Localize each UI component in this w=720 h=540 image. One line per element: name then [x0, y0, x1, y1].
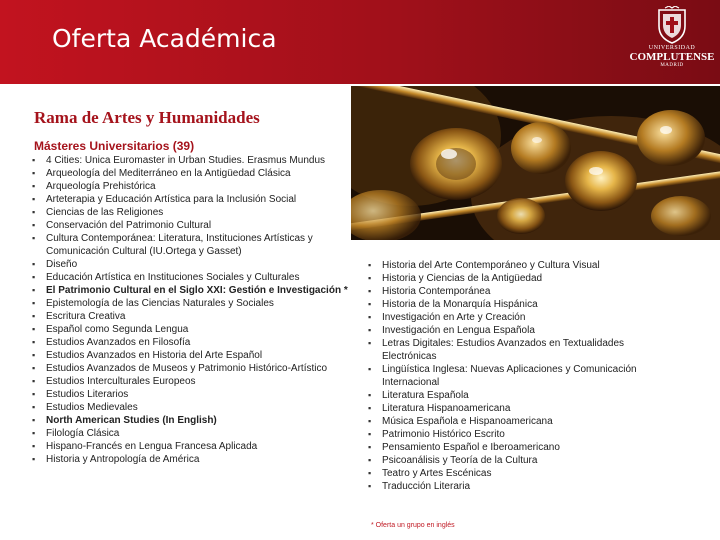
list-item: ▪ Patrimonio Histórico Escrito [366, 428, 666, 441]
logo-line-complutense: COMPLUTENSE [629, 51, 715, 63]
list-item: ▪ El Patrimonio Cultural en el Siglo XXI: Gestión e Investigación * [30, 284, 348, 297]
logo-line-madrid: MADRID [660, 63, 684, 68]
list-item: ▪ Historia Contemporánea [366, 285, 666, 298]
list-item: ▪ Conservación del Patrimonio Cultural [30, 219, 348, 232]
list-item: ▪ Arqueología Prehistórica [30, 180, 348, 193]
list-item: ▪ Investigación en Lengua Española [366, 324, 666, 337]
list-item: ▪ Literatura Española [366, 389, 666, 402]
section-title: Rama de Artes y Humanidades [34, 108, 260, 127]
page-title: Oferta Académica [52, 24, 277, 53]
list-item: ▪ Historia y Antropología de América [30, 453, 348, 466]
list-item: ▪ Historia y Ciencias de la Antigüedad [366, 272, 666, 285]
list-item: ▪ Estudios Literarios [30, 388, 348, 401]
list-item: ▪ Español como Segunda Lengua [30, 323, 348, 336]
list-item: ▪ Música Española e Hispanoamericana [366, 415, 666, 428]
list-item: ▪ Psicoanálisis y Teoría de la Cultura [366, 454, 666, 467]
saxophone-photo [351, 86, 720, 240]
list-item: ▪ Arteterapia y Educación Artística para la Inclusión Social [30, 193, 348, 206]
list-item: ▪ Teatro y Artes Escénicas [366, 467, 666, 480]
list-item: ▪ Ciencias de las Religiones [30, 206, 348, 219]
list-item: ▪ Lingüística Inglesa: Nuevas Aplicaciones y Comunicación Internacional [366, 363, 666, 389]
list-item: ▪ Cultura Contemporánea: Literatura, Instituciones Artísticas y Comunicación Cultural (IU.Ortega y Gasset) [30, 232, 348, 258]
masters-subtitle: Másteres Universitarios (39) [34, 139, 195, 153]
list-item: ▪ Traducción Literaria [366, 480, 666, 493]
list-item: ▪ Pensamiento Español e Iberoamericano [366, 441, 666, 454]
footnote: * Oferta un grupo en inglés [371, 522, 455, 529]
list-item: ▪ Epistemología de las Ciencias Naturales y Sociales [30, 297, 348, 310]
header-bar [0, 0, 720, 84]
crest-icon [655, 6, 689, 44]
list-item: ▪ Educación Artística en Instituciones Sociales y Culturales [30, 271, 348, 284]
list-item: ▪ Literatura Hispanoamericana [366, 402, 666, 415]
list-item: ▪ Diseño [30, 258, 348, 271]
university-logo [626, 6, 718, 82]
logo-line-universidad: UNIVERSIDAD [648, 45, 696, 51]
list-item: ▪ Historia del Arte Contemporáneo y Cultura Visual [366, 259, 666, 272]
list-item: ▪ Hispano-Francés en Lengua Francesa Aplicada [30, 440, 348, 453]
list-item: ▪ Estudios Avanzados en Historia del Arte Español [30, 349, 348, 362]
list-item: ▪ Escritura Creativa [30, 310, 348, 323]
list-item: ▪ 4 Cities: Unica Euromaster in Urban Studies. Erasmus Mundus [30, 154, 348, 167]
list-item: ▪ Estudios Interculturales Europeos [30, 375, 348, 388]
list-item: ▪ Estudios Avanzados de Museos y Patrimonio Histórico-Artístico [30, 362, 348, 375]
list-item: ▪ Filología Clásica [30, 427, 348, 440]
list-item: ▪ Investigación en Arte y Creación [366, 311, 666, 324]
list-item: ▪ North American Studies (In English) [30, 414, 348, 427]
list-item: ▪ Arqueología del Mediterráneo en la Antigüedad Clásica [30, 167, 348, 180]
list-item: ▪ Letras Digitales: Estudios Avanzados en Textualidades Electrónicas [366, 337, 666, 363]
masters-list-left [30, 154, 348, 466]
masters-list-right [366, 259, 666, 493]
list-item: ▪ Estudios Avanzados en Filosofía [30, 336, 348, 349]
list-item: ▪ Estudios Medievales [30, 401, 348, 414]
list-item: ▪ Historia de la Monarquía Hispánica [366, 298, 666, 311]
